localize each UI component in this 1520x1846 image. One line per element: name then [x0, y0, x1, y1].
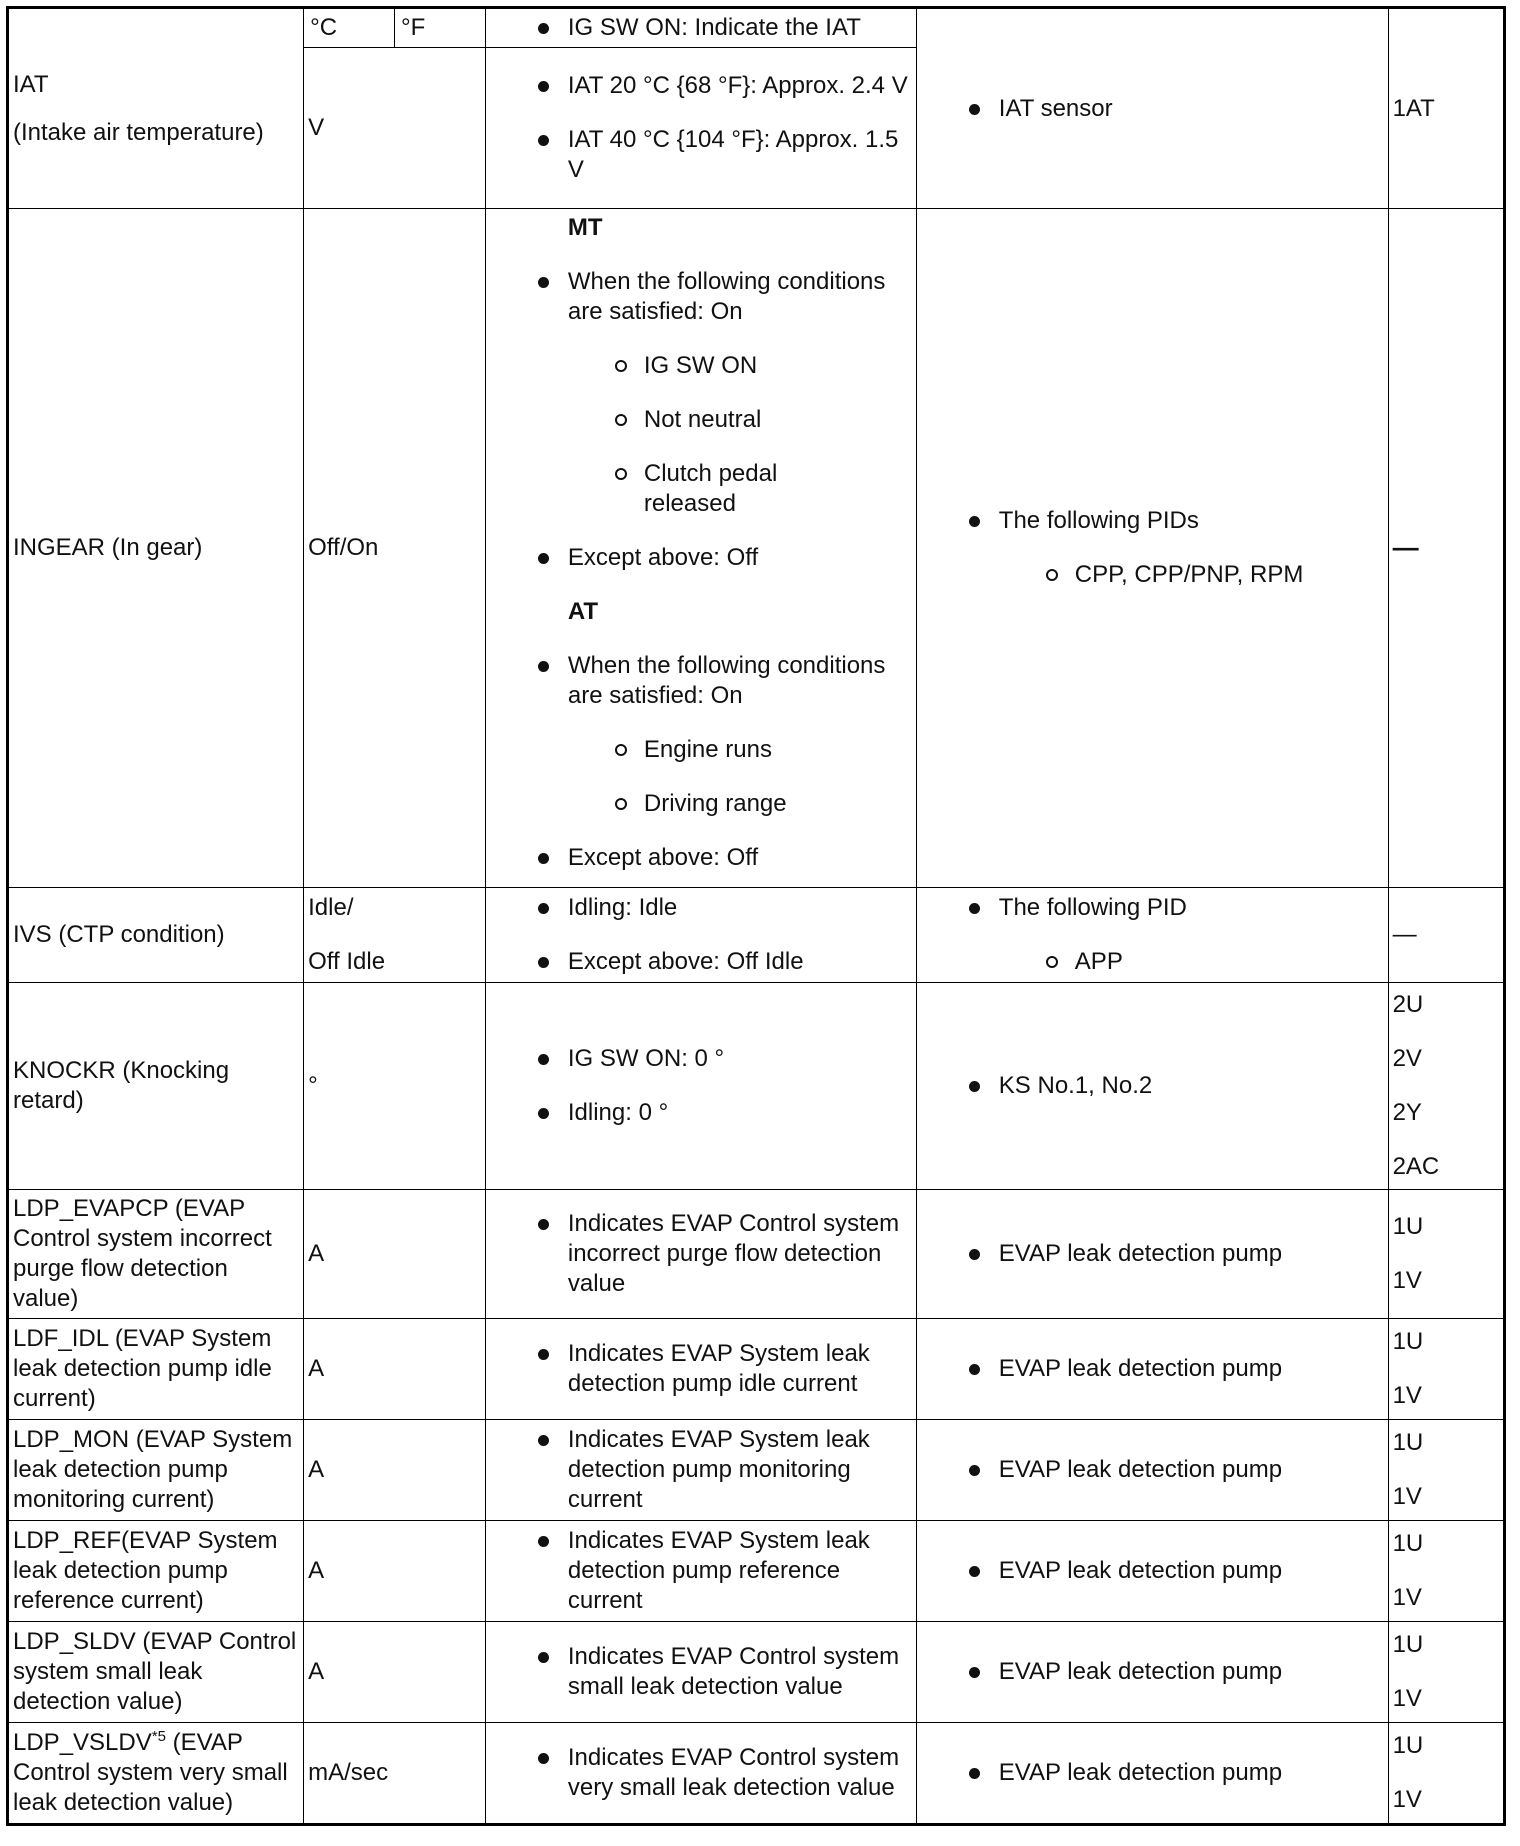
- condition-cell: [485, 1420, 916, 1521]
- condition-heading-at: AT: [567, 598, 599, 625]
- terminal-value: 1U: [1392, 1429, 1424, 1456]
- pid-monitor-table-page: [6, 6, 1506, 1838]
- inspection-item: EVAP leak detection pump: [921, 1657, 1384, 1687]
- unit-cell: [304, 1319, 486, 1420]
- terminal-value: 1U: [1392, 1631, 1424, 1658]
- condition-item: Except above: Off: [490, 843, 912, 873]
- table-row-ldf-idl: [8, 1319, 1505, 1420]
- condition-cell: [485, 209, 916, 888]
- inspection-cell: [916, 1420, 1388, 1521]
- pid-name-cell: [8, 1622, 304, 1723]
- condition-subitem: Not neutral: [490, 405, 912, 435]
- unit-value: A: [308, 1355, 325, 1382]
- terminal-cell: [1388, 1420, 1504, 1521]
- table-row-ldp-ref: [8, 1521, 1505, 1622]
- unit-value: Off/On: [308, 534, 379, 561]
- terminal-cell: [1388, 1723, 1504, 1825]
- pid-table: [6, 6, 1506, 1826]
- condition-cell: [485, 48, 916, 209]
- condition-subitem: Driving range: [490, 789, 912, 819]
- unit-value: Idle/: [308, 894, 354, 921]
- inspection-item: EVAP leak detection pump: [921, 1239, 1384, 1269]
- unit-value: A: [308, 1456, 325, 1483]
- terminal-value: —: [1392, 921, 1417, 948]
- terminal-value: 2AC: [1392, 1153, 1440, 1180]
- pid-name-prefix: LDP_VSLDV: [13, 1729, 152, 1756]
- terminal-cell: [1388, 1622, 1504, 1723]
- unit-cell: [304, 1190, 486, 1319]
- condition-cell: [485, 1622, 916, 1723]
- pid-name: LDP_EVAPCP (EVAP Control system incorrect purge flow detection value): [13, 1195, 272, 1312]
- table-row-knockr: [8, 983, 1505, 1190]
- pid-name-cell: [8, 1190, 304, 1319]
- condition-item: Indicates EVAP System leak detection pump reference current: [490, 1526, 912, 1616]
- terminal-value: 1U: [1392, 1213, 1424, 1240]
- inspection-cell: [916, 983, 1388, 1190]
- terminal-value: 1V: [1392, 1267, 1422, 1294]
- terminal-cell: [1388, 8, 1504, 209]
- table-row-ldp-vsldv: [8, 1723, 1505, 1825]
- condition-cell: [485, 1190, 916, 1319]
- condition-item: IG SW ON: 0 °: [490, 1044, 912, 1074]
- terminal-value: 1V: [1392, 1584, 1422, 1611]
- pid-name-cell: [8, 1521, 304, 1622]
- pid-name-cell: [8, 209, 304, 888]
- pid-name-cell: [8, 1319, 304, 1420]
- terminal-cell: [1388, 888, 1504, 983]
- terminal-value: 1V: [1392, 1685, 1422, 1712]
- inspection-cell: [916, 8, 1388, 209]
- terminal-cell: [1388, 1319, 1504, 1420]
- terminal-value: 2Y: [1392, 1099, 1422, 1126]
- unit-cell: [304, 888, 486, 983]
- pid-name: IAT: [13, 70, 49, 98]
- pid-name-cell: [8, 1723, 304, 1825]
- inspection-subitem: APP: [921, 947, 1384, 977]
- unit-cell: [304, 1622, 486, 1723]
- inspection-cell: [916, 1723, 1388, 1825]
- condition-item: IAT 40 °C {104 °F}: Approx. 1.5 V: [490, 125, 912, 185]
- terminal-value: 2U: [1392, 991, 1424, 1018]
- unit-value: A: [308, 1658, 325, 1685]
- inspection-item: EVAP leak detection pump: [921, 1354, 1384, 1384]
- table-row-ivs: [8, 888, 1505, 983]
- condition-item: Indicates EVAP Control system small leak detection value: [490, 1642, 912, 1702]
- terminal-value: 1V: [1392, 1382, 1422, 1409]
- pid-name-cell: [8, 983, 304, 1190]
- terminal-value: 1U: [1392, 1328, 1424, 1355]
- pid-name: INGEAR (In gear): [13, 534, 203, 561]
- terminal-cell: [1388, 1521, 1504, 1622]
- inspection-cell: [916, 209, 1388, 888]
- unit-value: A: [308, 1240, 325, 1267]
- condition-item: Indicates EVAP Control system incorrect purge flow detection value: [490, 1209, 912, 1299]
- condition-subitem: Engine runs: [490, 735, 912, 765]
- terminal-cell: [1388, 983, 1504, 1190]
- unit-cell: [304, 209, 486, 888]
- inspection-item: EVAP leak detection pump: [921, 1758, 1384, 1788]
- table-row-ldp-sldv: [8, 1622, 1505, 1723]
- condition-cell: [485, 8, 916, 48]
- unit-cell: [304, 1723, 486, 1825]
- unit-cell: [304, 983, 486, 1190]
- unit-volt: V: [308, 114, 325, 141]
- inspection-cell: [916, 1190, 1388, 1319]
- inspection-item: KS No.1, No.2: [921, 1071, 1384, 1101]
- pid-name: LDP_SLDV (EVAP Control system small leak detection value): [13, 1628, 297, 1715]
- condition-item: When the following conditions are satisfied: On: [490, 651, 912, 711]
- terminal-value: 1U: [1392, 1732, 1424, 1759]
- condition-cell: [485, 1723, 916, 1825]
- condition-item: Except above: Off Idle: [490, 947, 912, 977]
- pid-name: IVS (CTP condition): [13, 921, 225, 948]
- unit-cell: [304, 1420, 486, 1521]
- terminal-value: 1U: [1392, 1530, 1424, 1557]
- unit-value: A: [308, 1557, 325, 1584]
- unit-cell-volt: [304, 48, 486, 209]
- pid-name-rest: (EVAP Control system very small leak detection value): [13, 1729, 288, 1816]
- inspection-cell: [916, 1319, 1388, 1420]
- inspection-cell: [916, 888, 1388, 983]
- inspection-item: EVAP leak detection pump: [921, 1556, 1384, 1586]
- condition-item: Indicates EVAP System leak detection pump monitoring current: [490, 1425, 912, 1515]
- condition-item: Except above: Off: [490, 543, 912, 573]
- table-row-iat: [8, 8, 1505, 48]
- pid-name: LDP_MON (EVAP System leak detection pump monitoring current): [13, 1426, 293, 1513]
- unit-value: Off Idle: [308, 948, 386, 975]
- footnote-marker: *5: [151, 1728, 166, 1745]
- unit-value: °: [308, 1072, 318, 1099]
- inspection-cell: [916, 1622, 1388, 1723]
- pid-name-desc: (Intake air temperature): [13, 118, 264, 146]
- inspection-item: IAT sensor: [921, 94, 1384, 124]
- terminal-value: 2V: [1392, 1045, 1422, 1072]
- terminal-value: 1V: [1392, 1483, 1422, 1510]
- condition-cell: [485, 983, 916, 1190]
- pid-name-cell: [8, 1420, 304, 1521]
- table-row-ingear: [8, 209, 1505, 888]
- condition-cell: [485, 888, 916, 983]
- condition-item: When the following conditions are satisfied: On: [490, 267, 912, 327]
- condition-heading-mt: MT: [567, 214, 603, 241]
- pid-name: [13, 1729, 288, 1816]
- condition-item: Idling: 0 °: [490, 1098, 912, 1128]
- condition-cell: [485, 1521, 916, 1622]
- condition-item: Indicates EVAP Control system very small leak detection value: [490, 1743, 912, 1803]
- inspection-cell: [916, 1521, 1388, 1622]
- unit-fahrenheit: °F: [394, 9, 485, 47]
- condition-subitem: IG SW ON: [490, 351, 912, 381]
- terminal-cell: [1388, 1190, 1504, 1319]
- pid-name: KNOCKR (Knocking retard): [13, 1057, 230, 1114]
- terminal-value: —: [1392, 532, 1419, 562]
- pid-name-cell: [8, 888, 304, 983]
- unit-celsius: °C: [310, 14, 338, 41]
- unit-cell-temp: [304, 8, 486, 48]
- inspection-item: The following PIDs: [921, 506, 1384, 536]
- terminal-cell: [1388, 209, 1504, 888]
- unit-value: mA/sec: [308, 1759, 389, 1786]
- condition-cell: [485, 1319, 916, 1420]
- inspection-subitem: CPP, CPP/PNP, RPM: [921, 560, 1384, 590]
- condition-item: Indicates EVAP System leak detection pump idle current: [490, 1339, 912, 1399]
- condition-item: IAT 20 °C {68 °F}: Approx. 2.4 V: [490, 71, 912, 101]
- unit-cell: [304, 1521, 486, 1622]
- pid-name: LDF_IDL (EVAP System leak detection pump idle current): [13, 1325, 272, 1412]
- pid-name-cell: [8, 8, 304, 209]
- inspection-item: EVAP leak detection pump: [921, 1455, 1384, 1485]
- inspection-item: The following PID: [921, 893, 1384, 923]
- condition-subitem: Clutch pedal released: [490, 459, 912, 519]
- terminal-value: 1V: [1392, 1786, 1422, 1813]
- table-row-ldp-mon: [8, 1420, 1505, 1521]
- condition-item: Idling: Idle: [490, 893, 912, 923]
- terminal-value: 1AT: [1392, 94, 1435, 122]
- pid-name: LDP_REF(EVAP System leak detection pump reference current): [13, 1527, 278, 1614]
- condition-item: IG SW ON: Indicate the IAT: [490, 13, 912, 43]
- table-row-ldp-evapcp: [8, 1190, 1505, 1319]
